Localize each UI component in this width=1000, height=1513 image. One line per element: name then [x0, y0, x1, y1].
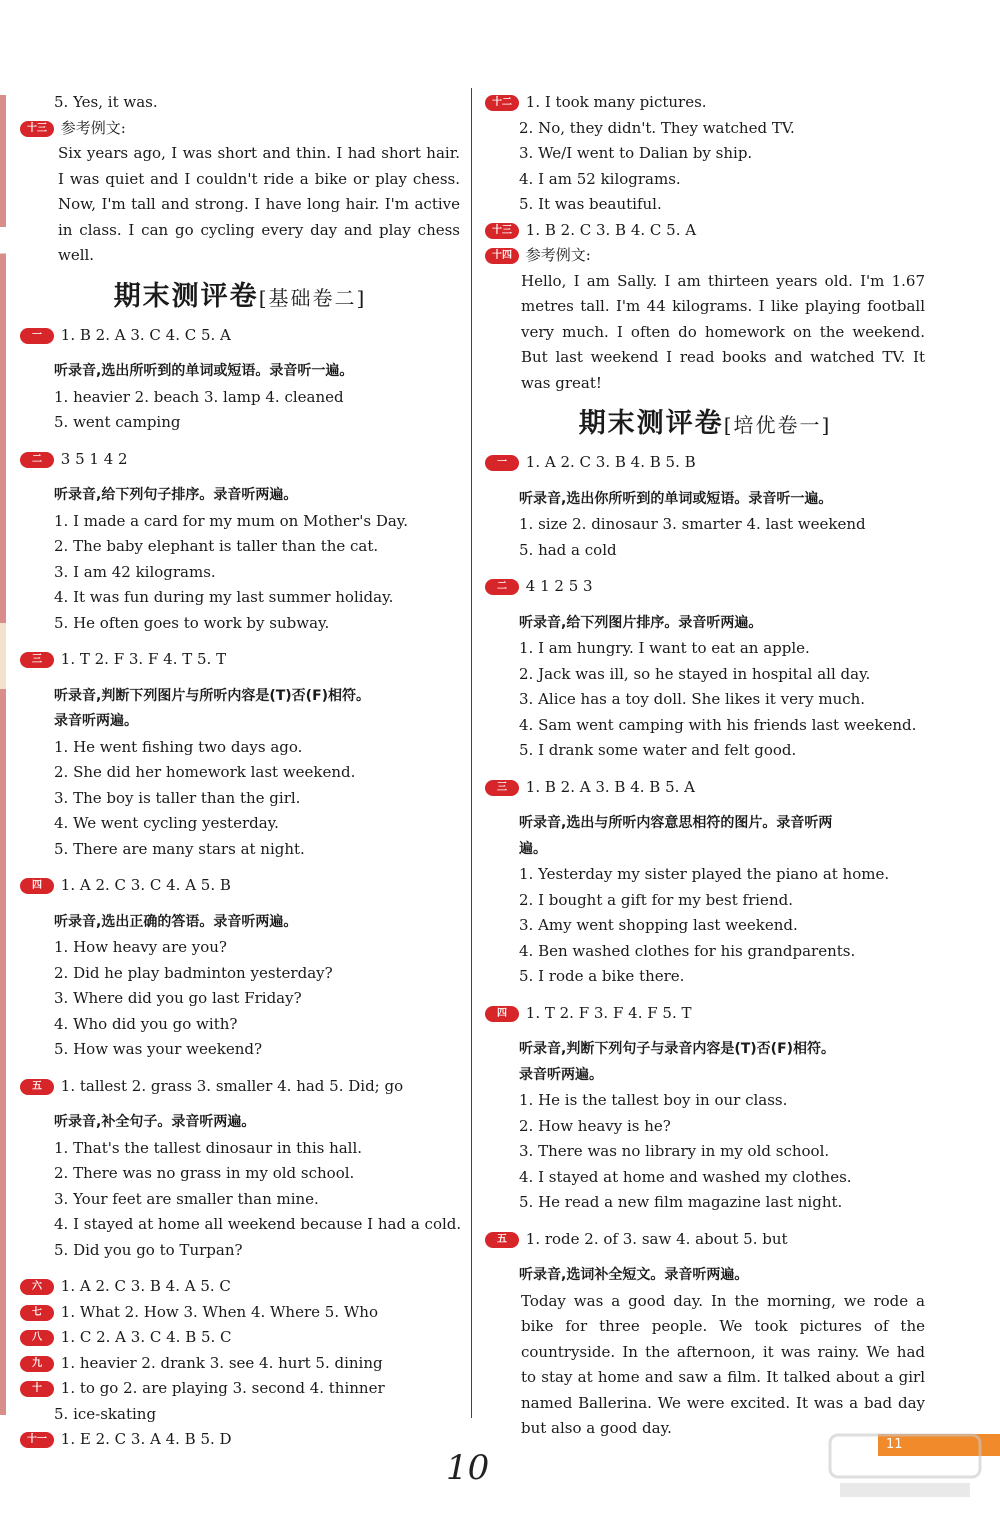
section-badge: 六: [20, 1279, 54, 1295]
instruction: 听录音,给下列图片排序。录音听两遍。: [519, 614, 763, 631]
transcript-line: 5. I drank some water and felt good.: [519, 741, 797, 759]
answers-text: 1. A 2. C 3. B 4. B 5. B: [525, 453, 696, 471]
section-badge: 三: [485, 780, 519, 796]
answers-text: 1. C 2. A 3. C 4. B 5. C: [60, 1328, 232, 1346]
transcript-line: 5. Did you go to Turpan?: [54, 1240, 243, 1259]
right-column: [485, 90, 925, 1442]
exam-title-main: 期末测评卷: [578, 408, 724, 439]
answers-text: 1. to go 2. are playing 3. second 4. thinner: [60, 1379, 385, 1397]
exam-title-sub: [基础卷二]: [258, 285, 367, 310]
answers-text: 1. tallest 2. grass 3. smaller 4. had 5. Did; go: [60, 1076, 404, 1095]
transcript-line: 4. We went cycling yesterday.: [54, 814, 279, 832]
section-badge: 十三: [20, 121, 54, 137]
instruction: 听录音,给下列句子排序。录音听两遍。: [54, 487, 298, 503]
answers-continued: 5. ice-skating: [54, 1404, 157, 1423]
transcript-line: 4. Sam went camping with his friends last weekend.: [519, 715, 917, 734]
section-badge: 十二: [485, 95, 519, 111]
section-badge: 八: [20, 1330, 54, 1346]
instruction: 录音听两遍。: [519, 1066, 603, 1083]
exam-title-sub: [培优卷一]: [723, 413, 832, 437]
section-answers: [20, 447, 460, 473]
section-badge: 七: [20, 1305, 54, 1321]
section-badge: 一: [485, 455, 519, 471]
instruction: 录音听两遍。: [54, 713, 138, 729]
section-answers: [485, 218, 925, 244]
sample-essay: Hello, I am Sally. I am thirteen years old. I'm 1.67 metres tall. I'm 44 kilograms. I like playing football very much. I often do homework on the weekend. But last weekend I read books and watched TV. It was great!: [521, 271, 925, 392]
transcript-line: 5. He read a new film magazine last night.: [519, 1193, 843, 1211]
instruction: 听录音,判断下列句子与录音内容是(T)否(F)相符。: [519, 1041, 836, 1057]
transcript-line: 3. Amy went shopping last weekend.: [519, 916, 798, 934]
section-answers: [485, 574, 925, 600]
section-answers: [485, 450, 925, 476]
section-badge: 十: [20, 1381, 54, 1397]
section-answers: [20, 1427, 460, 1453]
transcript-line: 1. How heavy are you?: [54, 938, 227, 956]
transcript-line: 5. There are many stars at night.: [54, 839, 305, 858]
transcript-line: 2. The baby elephant is taller than the cat.: [54, 537, 379, 555]
transcript-line: 4. I stayed at home all weekend because I had a cold.: [54, 1215, 462, 1233]
section-badge: 四: [485, 1006, 519, 1022]
transcript-line: 2. There was no grass in my old school.: [54, 1164, 355, 1182]
answers-text: 1. E 2. C 3. A 4. B 5. D: [60, 1430, 232, 1448]
instruction: 听录音,选出所听到的单词或短语。录音听一遍。: [54, 363, 354, 379]
answer-line: 3. We/I went to Dalian by ship.: [519, 144, 753, 162]
transcript-line: 1. Yesterday my sister played the piano at home.: [519, 865, 890, 883]
answers-text: 3 5 1 4 2: [60, 449, 128, 468]
exam-title: [485, 402, 925, 446]
transcript-line: 3. The boy is taller than the girl.: [54, 788, 301, 807]
answers-text: 1. heavier 2. drank 3. see 4. hurt 5. dining: [60, 1353, 383, 1372]
section-badge: 四: [20, 878, 54, 894]
page-number: 11: [878, 1434, 1000, 1456]
section-answers: [20, 323, 460, 349]
instruction: 听录音,选出你所听到的单词或短语。录音听一遍。: [519, 490, 833, 507]
section-answers: [20, 1351, 460, 1377]
section-badge: 五: [20, 1079, 54, 1095]
answers-text: 1. B 2. A 3. C 4. C 5. A: [60, 325, 231, 344]
section-answers: [20, 873, 460, 899]
transcript-line: 5. I rode a bike there.: [519, 967, 685, 985]
answer-line: 4. I am 52 kilograms.: [519, 169, 681, 188]
instruction: 听录音,选出与所听内容意思相符的图片。录音听两: [519, 815, 833, 831]
exam-title: [20, 275, 460, 319]
transcript-line: 3. Your feet are smaller than mine.: [54, 1189, 319, 1208]
transcript-line: 4. Ben washed clothes for his grandparents.: [519, 941, 856, 960]
answers-text: 1. T 2. F 3. F 4. T 5. T: [60, 650, 227, 668]
handwritten-page-mark: 10: [446, 1448, 490, 1488]
transcript-line: 2. I bought a gift for my best friend.: [519, 890, 793, 909]
section-answers: [485, 1227, 925, 1253]
section-header: [485, 243, 925, 269]
instruction: 听录音,判断下列图片与所听内容是(T)否(F)相符。: [54, 687, 371, 704]
section-label: 参考例文:: [525, 246, 591, 264]
section-badge: 二: [485, 579, 519, 595]
answers-text: 1. A 2. C 3. B 4. A 5. C: [60, 1277, 231, 1295]
section-answers: [20, 647, 460, 673]
transcript-line: 5. He often goes to work by subway.: [54, 613, 330, 632]
transcript-line: 3. There was no library in my old school.: [519, 1142, 830, 1160]
instruction: 听录音,选出正确的答语。录音听两遍。: [54, 913, 298, 930]
answers-text: 1. T 2. F 3. F 4. F 5. T: [525, 1003, 692, 1022]
transcript-line: 4. Who did you go with?: [54, 1014, 238, 1033]
transcript-line: 3. Where did you go last Friday?: [54, 989, 302, 1007]
answer-line: 5. Yes, it was.: [54, 93, 158, 111]
answers-text: 4 1 2 5 3: [525, 577, 593, 595]
answers-text: 1. I took many pictures.: [525, 93, 707, 111]
transcript-line: 3. I am 42 kilograms.: [54, 562, 216, 581]
transcript-line: 2. How heavy is he?: [519, 1116, 671, 1135]
answers-text: 1. What 2. How 3. When 4. Where 5. Who: [60, 1302, 378, 1321]
watermark-logo: [820, 1425, 990, 1505]
column-divider: [471, 88, 472, 1418]
transcript-line: 1. He is the tallest boy in our class.: [519, 1091, 788, 1109]
section-answers: [20, 1074, 460, 1100]
section-badge: 十三: [485, 223, 519, 239]
transcript-line: 5. had a cold: [519, 540, 617, 559]
answers-text: 1. B 2. A 3. B 4. B 5. A: [525, 777, 695, 796]
binding-edge: [0, 95, 6, 1415]
transcript-line: 2. Jack was ill, so he stayed in hospital all day.: [519, 664, 871, 683]
section-badge: 三: [20, 652, 54, 668]
instruction: 遍。: [519, 840, 547, 857]
transcript-line: 1. heavier 2. beach 3. lamp 4. cleaned: [54, 387, 344, 406]
section-header: [20, 116, 460, 142]
section-answers: [20, 1376, 460, 1402]
sample-essay: Six years ago, I was short and thin. I had short hair. I was quiet and I couldn't ride a bike or play chess. Now, I'm tall and strong. I have long hair. I'm active in class. I can go cycling every day and play chess well.: [58, 144, 460, 264]
answer-line: 5. It was beautiful.: [519, 195, 662, 213]
transcript-line: 4. I stayed at home and washed my clothes.: [519, 1167, 852, 1186]
transcript-line: 1. That's the tallest dinosaur in this hall.: [54, 1138, 363, 1157]
instruction: 听录音,选词补全短文。录音听两遍。: [519, 1267, 749, 1283]
section-badge: 九: [20, 1356, 54, 1372]
instruction: 听录音,补全句子。录音听两遍。: [54, 1114, 256, 1130]
section-answers: [485, 775, 925, 801]
transcript-line: 1. He went fishing two days ago.: [54, 737, 303, 756]
section-badge: 十四: [485, 248, 519, 264]
exam-title-main: 期末测评卷: [113, 280, 259, 312]
transcript-line: 1. size 2. dinosaur 3. smarter 4. last weekend: [519, 515, 866, 533]
transcript-line: 5. How was your weekend?: [54, 1040, 263, 1058]
transcript-line: 4. It was fun during my last summer holiday.: [54, 588, 394, 606]
answers-text: 1. rode 2. of 3. saw 4. about 5. but: [525, 1229, 788, 1248]
transcript-line: 1. I am hungry. I want to eat an apple.: [519, 639, 810, 657]
section-answers: [20, 1274, 460, 1300]
section-badge: 二: [20, 452, 54, 468]
passage: Today was a good day. In the morning, we rode a bike for three people. We took pictures of the countryside. In the afternoon, it was rainy. We had to stay at home and saw a film. It talked about a girl named Ballerina. We were excited. It was a bad day but also a good day.: [521, 1291, 925, 1437]
answers-text: 1. A 2. C 3. C 4. A 5. B: [60, 876, 231, 894]
section-answers: [20, 1300, 460, 1326]
transcript-line: 2. She did her homework last weekend.: [54, 763, 356, 781]
section-answers: [20, 1325, 460, 1351]
section-answers: [485, 1001, 925, 1027]
section-label: 参考例文:: [60, 118, 126, 137]
left-column: [20, 90, 460, 1453]
section-answers: [485, 90, 925, 116]
section-badge: 五: [485, 1232, 519, 1248]
section-badge: 一: [20, 328, 54, 344]
answers-text: 1. B 2. C 3. B 4. C 5. A: [525, 220, 697, 239]
section-badge: 十一: [20, 1432, 54, 1448]
transcript-line: 2. Did he play badminton yesterday?: [54, 963, 333, 982]
transcript-line: 1. I made a card for my mum on Mother's Day.: [54, 511, 409, 530]
transcript-line: 3. Alice has a toy doll. She likes it very much.: [519, 690, 866, 708]
transcript-line: 5. went camping: [54, 413, 181, 431]
answer-line: 2. No, they didn't. They watched TV.: [519, 118, 795, 137]
